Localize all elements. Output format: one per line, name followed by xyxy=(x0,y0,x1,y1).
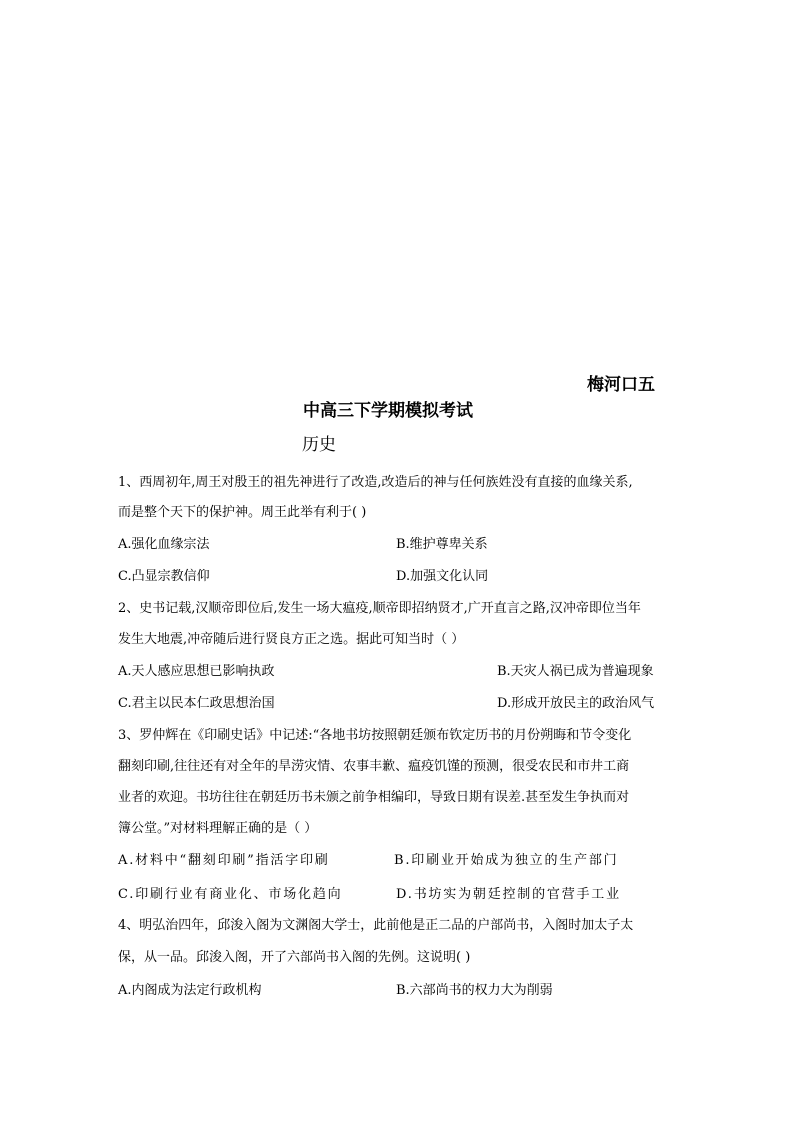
question-1-option-c: C.凸显宗教信仰 xyxy=(118,569,210,584)
question-4-line-1: 4、明弘治四年，邱浚入阁为文渊阁大学士，此前他是正二品的户部尚书，入阁时加太子太 xyxy=(118,918,634,933)
question-1-line-2: 而是整个天下的保护神。周王此举有利于( ) xyxy=(118,505,367,520)
question-3-line-3: 业者的欢迎。书坊往往在朝廷历书未颁之前争相编印，导致日期有误差.甚至发生争执而对 xyxy=(118,790,630,805)
question-3-option-b: B.印刷业开始成为独立的生产部门 xyxy=(394,853,619,868)
question-3-option-a: A.材料中“翻刻印刷”指活字印刷 xyxy=(118,853,330,868)
question-2-line-2: 发生大地震,冲帝随后进行贤良方正之选。据此可知当时（ ） xyxy=(118,632,465,647)
subject-title: 历史 xyxy=(302,435,336,455)
question-2-option-c: C.君主以民本仁政思想治国 xyxy=(118,696,275,711)
question-2-option-d: D.形成开放民主的政治风气 xyxy=(497,696,655,711)
question-2-line-1: 2、史书记载,汉顺帝即位后,发生一场大瘟疫,顺帝即招纳贤才,广开直言之路,汉冲帝即位当年 xyxy=(118,601,641,616)
question-4-line-2: 保，从一品。邱浚入阁，开了六部尚书入阁的先例。这说明( ) xyxy=(118,950,471,965)
question-2-option-b: B.天灾人祸已成为普遍现象 xyxy=(497,664,654,679)
question-3-line-1: 3、罗仲辉在《印刷史话》中记述:“各地书坊按照朝廷颁布钦定历书的月份朔晦和节令变化 xyxy=(118,728,632,743)
question-3-option-c: C.印刷行业有商业化、市场化趋向 xyxy=(118,887,343,902)
question-3-line-2: 翻刻印刷,往往还有对全年的旱涝灾情、农事丰歉、瘟疫饥馑的预测，很受农民和市井工商 xyxy=(118,759,630,774)
school-name: 梅河口五 xyxy=(587,375,655,395)
question-2-option-a: A.天人感应思想已影响执政 xyxy=(118,664,275,679)
question-3-option-d: D.书坊实为朝廷控制的官营手工业 xyxy=(396,887,621,902)
exam-title: 中高三下学期模拟考试 xyxy=(303,401,473,421)
question-3-line-4: 簿公堂。”对材料理解正确的是（ ） xyxy=(118,821,318,836)
question-1-option-b: B.维护尊卑关系 xyxy=(396,537,488,552)
question-4-option-a: A.内阁成为法定行政机构 xyxy=(118,983,262,998)
question-1-option-d: D.加强文化认同 xyxy=(396,569,489,584)
question-1-option-a: A.强化血缘宗法 xyxy=(118,537,210,552)
question-1-line-1: 1、西周初年,周王对殷王的祖先神进行了改造,改造后的神与任何族姓没有直接的血缘关系, xyxy=(118,475,633,490)
question-4-option-b: B.六部尚书的权力大为削弱 xyxy=(396,983,553,998)
